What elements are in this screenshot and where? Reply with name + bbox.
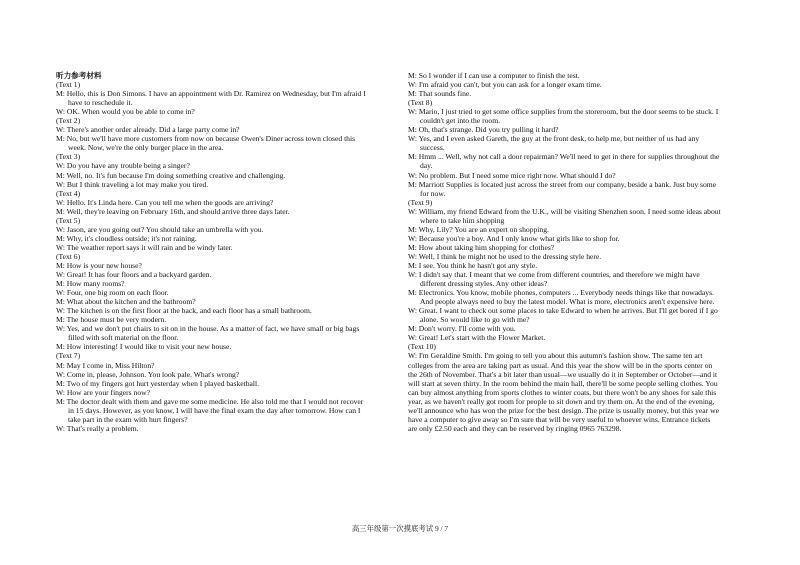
transcript-line: (Text 4) <box>56 188 81 198</box>
transcript-line: W: Do you have any trouble being a singer? <box>56 161 190 171</box>
transcript-line: W: Jason, are you going out? You should take an umbrella with you. <box>56 224 264 234</box>
transcript-line: M: Hello, this is Don Simons. I have an appointment with Dr. Ramirez on Wednesday, but I'm afraid I <box>56 89 366 99</box>
transcript-line: M: So I wonder if I can use a computer to finish the test. <box>408 71 580 80</box>
transcript-line: M: Why, it's cloudless outside; it's not raining. <box>56 233 197 243</box>
transcript-line: W: OK. When would you be able to come in? <box>56 107 195 117</box>
transcript-line: M: Well, no. It's fun because I'm doing something creative and challenging. <box>56 170 286 180</box>
transcript-line: we'll announce who has won the prize for the best design. The prize is usually money, but this year we <box>408 405 719 415</box>
transcript-line: W: Well, I think he might not be used to the dressing style here. <box>408 251 602 261</box>
transcript-line: the 26th of November. That's a bit later than usual—we usually do it in September or October—and it <box>408 369 718 379</box>
transcript-line: year, as we haven't really got room for people to sit down and try them on. At the end of the evening, <box>408 396 715 406</box>
transcript-line: W: No problem. But I need some mice right now. What should I do? <box>408 170 616 180</box>
transcript-line: W: Come in, please, Johnson. You look pale. What's wrong? <box>56 369 240 379</box>
transcript-line: M: Why, Lily? You are an expert on shopping. <box>408 224 549 234</box>
transcript-line: in 15 days. However, as you know, I will have the final exam the day after tomorrow. How can I <box>68 405 361 415</box>
transcript-line: W: Because you're a boy. And I only know what girls like to shop for. <box>408 233 620 243</box>
transcript-line: W: I'm afraid you can't, but you can ask for a longer exam time. <box>408 80 602 90</box>
transcript-line: W: The kitchen is on the first floor at the back, and each floor has a small bathroom. <box>56 306 312 316</box>
transcript-line: colleges from the area are taking part as usual. And this year the show will be in the sports center on <box>408 360 713 370</box>
transcript-line: W: Great. I want to check out some places to take Edward to when he arrives. But I'll get bored if I go <box>408 306 718 316</box>
transcript-line: day. <box>420 161 433 171</box>
left-column <box>56 71 390 433</box>
right-column <box>408 71 746 433</box>
transcript-line: M: Electronics. You know, mobile phones, computers ... Everybody needs things like that nowadays. <box>408 288 714 298</box>
transcript-line: M: Don't worry. I'll come with you. <box>408 324 516 334</box>
transcript-line: M: May I come in, Miss Hilton? <box>56 360 155 370</box>
transcript-line: M: Well, they're leaving on February 16th, and should arrive three days later. <box>56 206 290 216</box>
transcript-line: W: Great! It has four floors and a backyard garden. <box>56 270 212 280</box>
transcript-line: M: Marriott Supplies is located just across the street from our company, beside a bank. Just buy some <box>408 179 717 189</box>
transcript-line: (Text 9) <box>408 197 433 207</box>
transcript-line: (Text 5) <box>56 215 81 225</box>
transcript-line: M: Hmm ... Well, why not call a door repairman? We'll need to get in there for supplies throughout the <box>408 152 720 162</box>
transcript-line: W: Four, one big room on each floor. <box>56 288 169 298</box>
transcript-line: different dressing styles. Any other ideas? <box>420 279 548 289</box>
transcript-line: M: The house must be very modern. <box>56 315 167 325</box>
transcript-line: M: That sounds fine. <box>408 89 472 99</box>
transcript-line: M: How about taking him shopping for clothes? <box>408 242 555 252</box>
transcript-line: W: How are your fingers now? <box>56 387 150 397</box>
transcript-line: W: William, my friend Edward from the U.K., will be visiting Shenzhen soon. I need some ideas about <box>408 206 721 216</box>
transcript-line: W: Hello. It's Linda here. Can you tell me when the goods are arriving? <box>56 197 274 207</box>
transcript-line: have to reschedule it. <box>68 98 133 108</box>
transcript-line: M: How many rooms? <box>56 279 125 289</box>
transcript-line: filled with soft material on the floor. <box>68 333 179 343</box>
transcript-line: W: That's really a problem. <box>56 423 139 433</box>
transcript-line: will start at seven thirty. In the room behind the main hall, there'll be some people selling clothes. You <box>408 378 718 388</box>
transcript-line: (Text 10) <box>408 342 436 352</box>
transcript-line: have a computer to give away so I'm sure that will be very useful to whoever wins. Entrance tickets <box>408 414 711 424</box>
transcript-line: M: How interesting! I would like to visit your new house. <box>56 342 232 352</box>
transcript-line: W: But I think traveling a lot may make you tired. <box>56 179 209 189</box>
page-footer: 高三年级第一次摸底考试 9 / 7 <box>351 524 449 533</box>
transcript-line: W: Yes, and we don't put chairs to sit on in the house. As a matter of fact, we have small or big bags <box>56 324 360 334</box>
transcript-line: M: The doctor dealt with them and gave me some medicine. He also told me that I would not recover <box>56 396 364 406</box>
transcript-line: (Text 3) <box>56 152 81 162</box>
transcript-line: take part in the exam with hurt fingers? <box>68 414 188 424</box>
transcript-line: alone. So would like to go with me? <box>420 315 530 325</box>
transcript-line: (Text 8) <box>408 98 433 108</box>
transcript-line: where to take him shopping <box>420 215 505 225</box>
transcript-line: (Text 1) <box>56 80 81 90</box>
transcript-line: for now. <box>420 188 446 198</box>
transcript-line: (Text 6) <box>56 251 81 261</box>
transcript-line: W: The weather report says it will rain and be windy later. <box>56 242 233 252</box>
transcript-line: success. <box>420 143 445 153</box>
transcript-line: couldn't get into the room. <box>420 116 501 126</box>
transcript-line: M: Oh, that's strange. Did you try pulling it hard? <box>408 125 559 135</box>
transcript-line: M: Two of my fingers got hurt yesterday when I played basketball. <box>56 378 260 388</box>
transcript-line: W: I'm Geraldine Smith. I'm going to tell you about this autumn's fashion show. The same ten art <box>408 351 703 361</box>
section-heading: 听力参考材料 <box>56 71 102 80</box>
transcript-line: W: I didn't say that. I meant that we come from different countries, and therefore we might have <box>408 270 700 280</box>
transcript-line: are only £2.50 each and they can be reserved by ringing 0965 763298. <box>408 423 622 433</box>
transcript-line: M: How is your new house? <box>56 260 142 270</box>
transcript-line: (Text 2) <box>56 116 81 126</box>
transcript-line: W: Mario, I just tried to get some office supplies from the storeroom, but the door seems to be stuck. I <box>408 107 719 117</box>
transcript-line: week. Now, we're the only burger place in the area. <box>68 143 224 153</box>
transcript-line: (Text 7) <box>56 351 81 361</box>
transcript-line: And people always need to buy the latest model. What is more, electronics aren't expensive here. <box>420 297 715 307</box>
transcript-line: W: Great! Let's start with the Flower Market. <box>408 333 546 343</box>
transcript-line: M: I see. You think he hasn't got any style. <box>408 260 538 270</box>
transcript-line: M: No, but we'll have more customers from now on because Owen's Diner across town closed this <box>56 134 356 144</box>
transcript-line: can buy almost anything from sports clothes to winter coats, but there won't be any shoes for sale this <box>408 387 717 397</box>
transcript-line: W: Yes, and I even asked Gareth, the guy at the front desk, to help me, but neither of us had any <box>408 134 700 144</box>
transcript-line: M: What about the kitchen and the bathroom? <box>56 297 196 307</box>
transcript-line: W: There's another order already. Did a large party come in? <box>56 125 240 135</box>
